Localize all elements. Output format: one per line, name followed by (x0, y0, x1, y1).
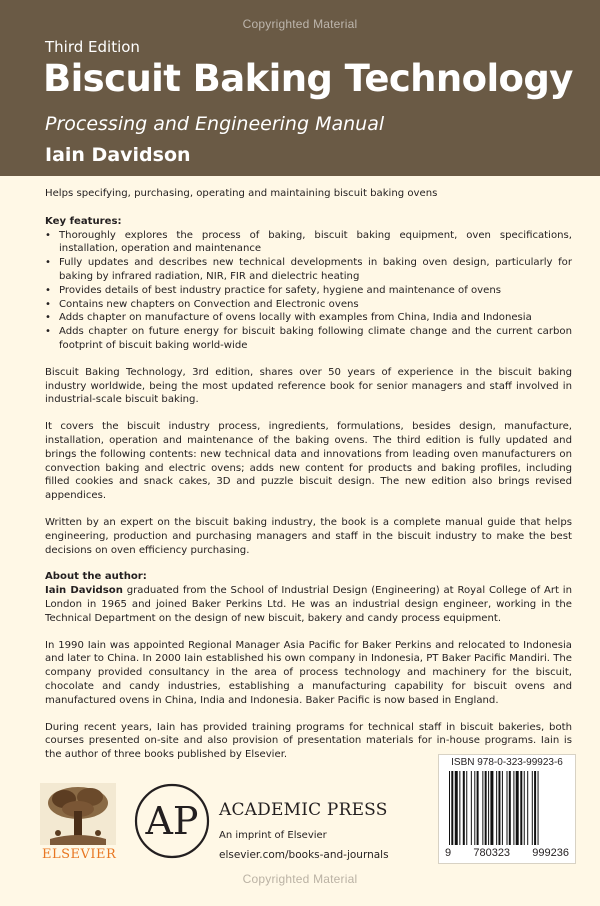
barcode-bar (451, 771, 453, 845)
about-author-paragraph (45, 584, 572, 625)
book-title: Biscuit Baking Technology (43, 57, 573, 100)
barcode-bar (463, 771, 465, 845)
barcode-bar (534, 771, 536, 845)
feature-item: • Adds chapter on future energy for biscuit baking following climate change and the current carbon footprint of biscuit baking world-wide (45, 325, 572, 353)
barcode-bar (496, 771, 497, 845)
watermark-bottom: Copyrighted Material (242, 872, 358, 886)
barcode-bar (538, 771, 539, 845)
isbn-label: ISBN 978-0-323-99923-6 (451, 757, 563, 768)
back-cover-text (45, 187, 572, 775)
barcode-bar (474, 771, 475, 845)
feature-item: • Contains new chapters on Convection and Electronic ovens (45, 298, 572, 312)
feature-item: • Fully updates and describes new technical developments in baking oven design, particularly for baking by infrared radiation, NIR, FIR and dielectric heating (45, 256, 572, 284)
barcode-bar (524, 771, 525, 845)
barcode-bar (507, 771, 508, 845)
barcode-digits (439, 847, 575, 859)
barcode-bar (459, 771, 460, 845)
key-features-heading: Key features: (45, 215, 122, 227)
isbn-barcode-box (438, 754, 576, 864)
about-author-paragraph: During recent years, Iain has provided training programs for technical staff in biscuit bakeries, both courses presented on-site and also provision of presentation materials for in-house programs. Iain is the author of three books published by Elsevier. (45, 721, 572, 761)
barcode-bar (513, 771, 514, 845)
barcode-bar (455, 771, 458, 845)
book-author: Iain Davidson (45, 144, 191, 166)
description-paragraph: It covers the biscuit industry process, ingredients, formulations, besides design, manufacture, installation, operation and maintenance of the baking ovens. The third edition is fully updated and brings the following contents: new technical data and innovations from leading oven manufacturers on convection baking and electric ovens; adds new content for products and baking profiles, including filled cookies and snack cakes, 3D and puzzle biscuit design. The new edition also brings revised appendices. (45, 421, 572, 502)
barcode-bar (471, 771, 472, 845)
barcode-bar (485, 771, 487, 845)
description-paragraph: Written by an expert on the biscuit baking industry, the book is a complete manual guide that helps engineering, production and purchasing managers and staff in the biscuit industry to make the best decisions on oven efficiency purchasing. (45, 516, 572, 556)
academic-press-name: ACADEMIC PRESS (219, 800, 388, 820)
barcode-bar (532, 771, 533, 845)
about-author-text: graduated from the School of Industrial Design (Engineering) at Royal College of Art in London in 1965 and joined Baker Perkins Ltd. He was an industrial design engineer, working in the Technical Department on the design of new biscuit, bakery and candy process equipment. (45, 585, 573, 624)
barcode-bar (520, 771, 522, 845)
edition-label: Third Edition (45, 38, 140, 56)
barcode-lead-digit: 9 (445, 847, 452, 859)
academic-press-logo-icon (133, 782, 211, 864)
barcode-bar (477, 771, 479, 845)
watermark-top: Copyrighted Material (242, 17, 358, 31)
barcode-bar (527, 771, 528, 845)
about-author-paragraph: In 1990 Iain was appointed Regional Manager Asia Pacific for Baker Perkins and relocated to Indonesia and later to China. In 2000 Iain established his own company in Indonesia, PT Baker Pacific Mandiri. The company provided consultancy in the area of process technology and machinery for the biscuit, chocolate and candy industries, establishing a manufacturing capability for biscuit ovens and manufactured ovens in China, India and Indonesia. Baker Pacific is now based in England. (45, 639, 572, 706)
barcode-bar (482, 771, 483, 845)
barcode-bar (466, 771, 467, 845)
about-author-heading: About the author: (45, 571, 147, 583)
book-subtitle: Processing and Engineering Manual (45, 113, 385, 135)
barcode-bar (509, 771, 511, 845)
key-features-list (45, 229, 572, 353)
barcode-bar (449, 771, 450, 845)
imprint-line: An imprint of Elsevier (219, 830, 327, 841)
barcode-right-digits: 999236 (532, 847, 569, 859)
barcode-image (447, 771, 567, 847)
feature-item: • Adds chapter on manufacture of ovens locally with examples from China, India and Indonesia (45, 311, 572, 325)
ap-mark: AP (145, 799, 199, 843)
barcode-left-digits: 780323 (473, 847, 511, 859)
description-paragraph: Biscuit Baking Technology, 3rd edition, shares over 50 years of experience in the biscuit baking industry worldwide, being the most updated reference book for senior managers and staff involved in industrial-scale biscuit baking. (45, 366, 572, 406)
intro-line: Helps specifying, purchasing, operating and maintaining biscuit baking ovens (45, 188, 438, 199)
elsevier-wordmark: ELSEVIER (42, 847, 117, 862)
barcode-bar (488, 771, 489, 845)
barcode-bar (516, 771, 519, 845)
cover-header (0, 0, 600, 176)
feature-item: • Provides details of best industry practice for safety, hygiene and maintenance of ovens (45, 284, 572, 298)
elsevier-tree-icon (40, 783, 116, 849)
publisher-url: elsevier.com/books-and-journals (219, 849, 389, 861)
feature-item: • Thoroughly explores the process of baking, biscuit baking equipment, oven specifications, installation, operation and maintenance (45, 229, 572, 257)
barcode-bar (502, 771, 503, 845)
barcode-bar (498, 771, 500, 845)
author-name: Iain Davidson (45, 585, 123, 597)
barcode-bar (490, 771, 493, 845)
